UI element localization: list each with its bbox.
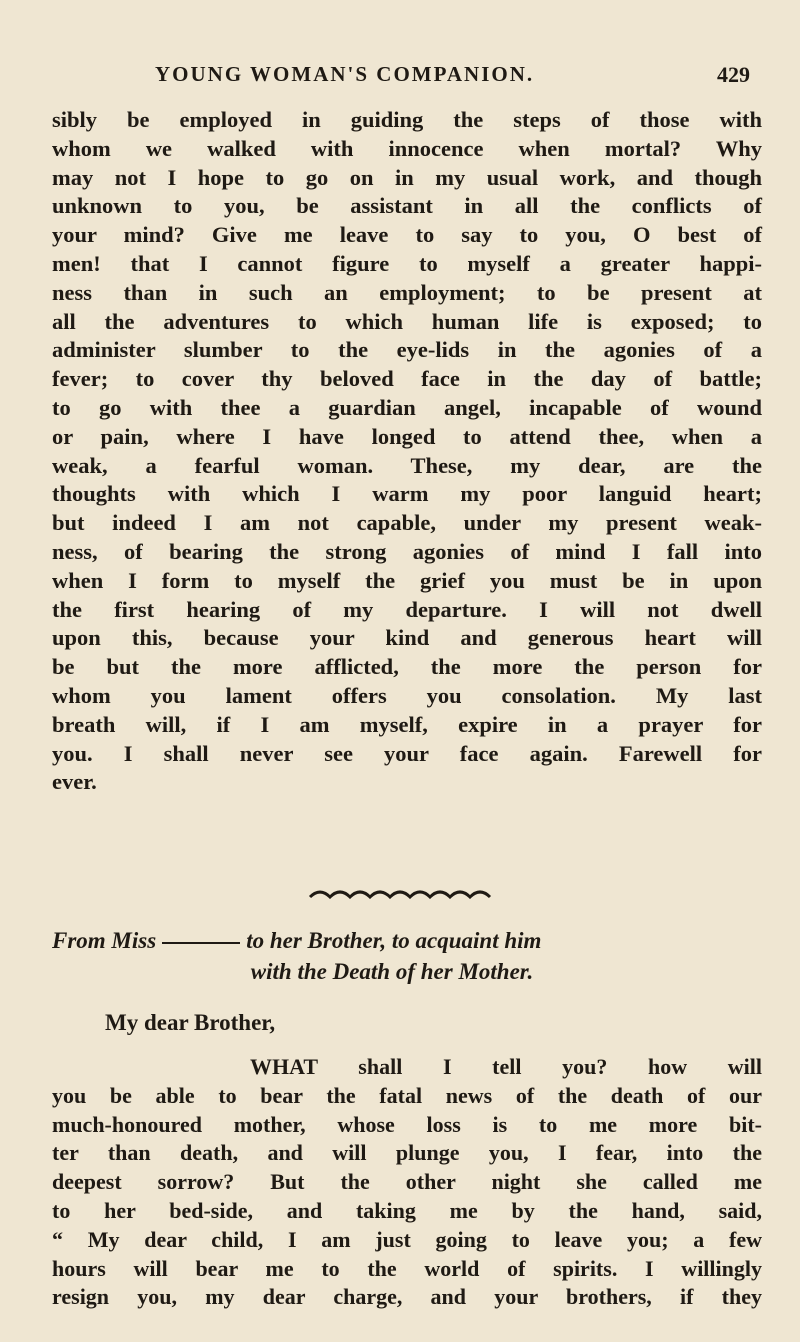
text-line: unknown to you, be assistant in all the conflicts of: [52, 193, 762, 219]
text-line: sibly be employed in guiding the steps of those with: [52, 107, 762, 132]
text-line: deepest sorrow? But the other night she called me: [52, 1169, 762, 1195]
text-line: be but the more afflicted, the more the person for: [52, 654, 762, 680]
salutation: My dear Brother,: [105, 1010, 276, 1035]
text-line: but indeed I am not capable, under my present weak-: [52, 510, 762, 536]
text-line: “ My dear child, I am just going to leave you; a few: [52, 1226, 762, 1252]
page-header: [60, 62, 750, 92]
text-line: fever; to cover thy beloved face in the day of battle;: [52, 366, 762, 392]
text-line: hours will bear me to the world of spirits. I willingly: [52, 1255, 762, 1281]
text-line: administer slumber to the eye-lids in the agonies of a: [52, 337, 762, 363]
text-line: ter than death, and will plunge you, I fear, into the: [52, 1140, 762, 1166]
heading-line-2: with the Death of her Mother.: [250, 959, 534, 984]
text-line: ever.: [52, 769, 97, 795]
letter-body-text: [52, 1053, 762, 1312]
text-line: upon this, because your kind and generous heart will: [52, 625, 762, 651]
text-line: whom we walked with innocence when mortal? Why: [52, 135, 762, 161]
text-line: when I form to myself the grief you must be in upon: [52, 567, 762, 593]
text-line: weak, a fearful woman. These, my dear, are the: [52, 452, 762, 478]
name-blank-dash: [162, 942, 240, 944]
heading-to: to her Brother, to acquaint him: [246, 928, 542, 953]
text-line: ness, of bearing the strong agonies of mind I fall into: [52, 538, 762, 564]
text-line: men! that I cannot figure to myself a greater happi-: [52, 250, 762, 276]
text-line: you be able to bear the fatal news of the death of our: [52, 1082, 762, 1108]
text-line: may not I hope to go on in my usual work, and though: [52, 164, 762, 190]
section-ornament-divider: [300, 883, 500, 905]
text-line: WHAT shall I tell you? how will: [250, 1054, 762, 1079]
text-line: to go with thee a guardian angel, incapable of wound: [52, 394, 762, 420]
heading-from: From Miss: [52, 928, 157, 953]
page-number: 429: [717, 62, 750, 87]
text-line: to her bed-side, and taking me by the hand, said,: [52, 1197, 762, 1223]
text-line: you. I shall never see your face again. Farewell for: [52, 740, 762, 766]
text-line: whom you lament offers you consolation. My last: [52, 682, 762, 708]
text-line: your mind? Give me leave to say to you, O best of: [52, 222, 762, 248]
text-line: the first hearing of my departure. I will not dwell: [52, 596, 762, 622]
text-line: much-honoured mother, whose loss is to me more bit-: [52, 1111, 762, 1137]
letter-heading: [52, 925, 762, 987]
text-line: breath will, if I am myself, expire in a prayer for: [52, 711, 762, 737]
running-title: YOUNG WOMAN'S COMPANION.: [155, 62, 535, 86]
text-line: thoughts with which I warm my poor languid heart;: [52, 481, 762, 507]
text-line: or pain, where I have longed to attend thee, when a: [52, 423, 762, 449]
heading-line-1: [52, 925, 762, 956]
letter-continuation-text: [52, 106, 762, 797]
text-line: resign you, my dear charge, and your brothers, if they: [52, 1284, 762, 1310]
text-line: all the adventures to which human life is exposed; to: [52, 308, 762, 334]
text-line: ness than in such an employment; to be present at: [52, 279, 762, 305]
